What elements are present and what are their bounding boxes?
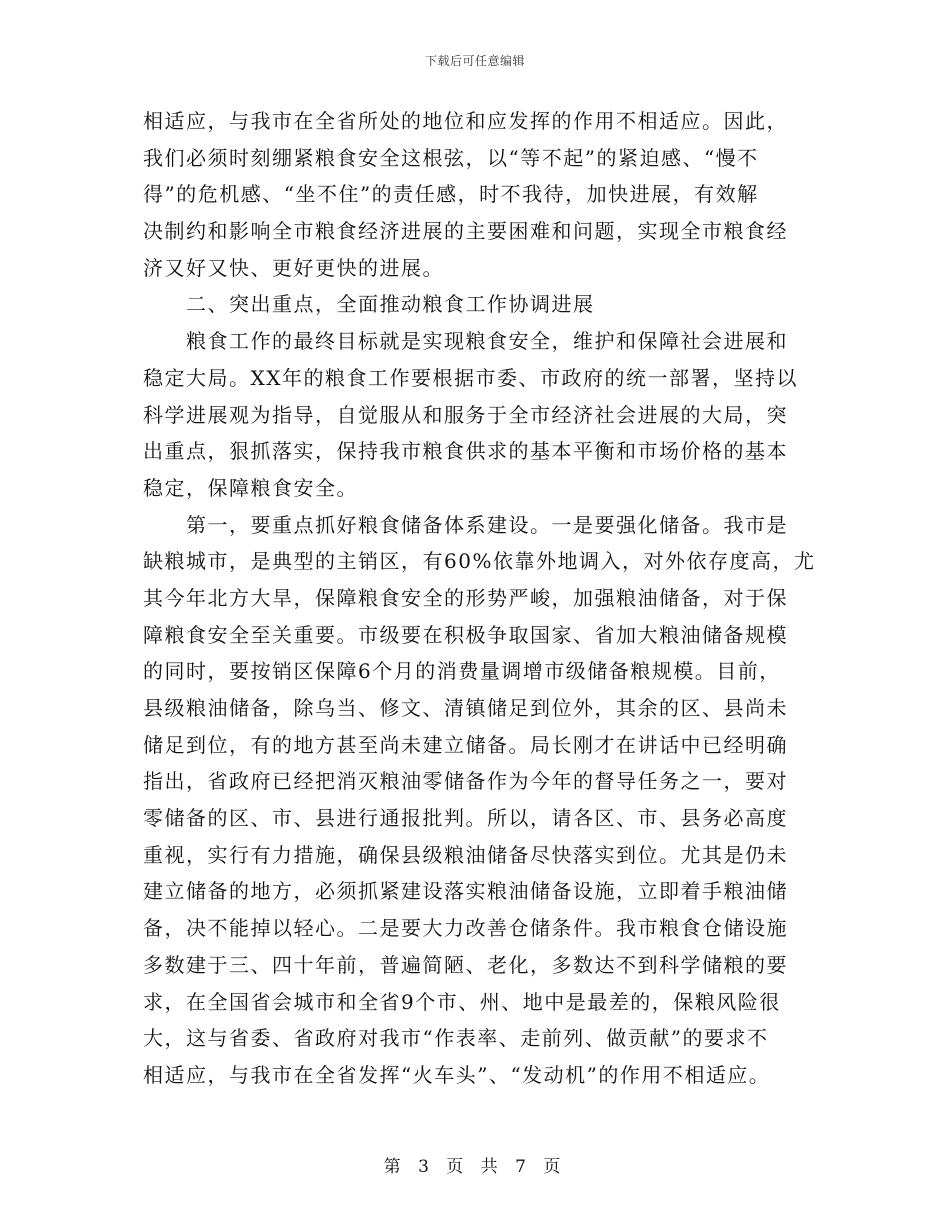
- text-line: 备，决不能掉以轻心。二是要大力改善仓储条件。我市粮食仓储设施: [143, 916, 788, 941]
- text-line: 障粮食安全至关重要。市级要在积极争取国家、省加大粮油储备规模: [143, 622, 788, 647]
- text-line: 多数建于三、四十年前，普遍简陋、老化，多数达不到科学储粮的要: [143, 952, 788, 977]
- text-line: 缺粮城市，是典型的主销区，有60%依靠外地调入，对外依存度高，尤: [143, 549, 816, 574]
- text-line: 得”的危机感、“坐不住”的责任感，时不我待，加快进展，有效解: [143, 182, 759, 207]
- paragraph-start: 第一，要重点抓好粮食储备体系建设。一是要强化储备。我市是: [186, 512, 788, 537]
- text-line: 的同时，要按销区保障6个月的消费量调增市级储备粮规模。目前，: [143, 659, 781, 684]
- text-line: 其今年北方大旱，保障粮食安全的形势严峻，加强粮油储备，对于保: [143, 585, 788, 610]
- page-footer: 第 3 页 共 7 页: [383, 1157, 567, 1177]
- text-line: 我们必须时刻绷紧粮食安全这根弦，以“等不起”的紧迫感、“慢不: [143, 145, 759, 170]
- text-line: 建立储备的地方，必须抓紧建设落实粮油储备设施，立即着手粮油储: [143, 879, 788, 904]
- page-header: 下载后可任意编辑: [424, 54, 525, 68]
- section-heading: 二、突出重点，全面推动粮食工作协调进展: [186, 292, 595, 317]
- text-line: 大，这与省委、省政府对我市“作表率、走前列、做贡献”的要求不: [143, 1026, 769, 1051]
- text-line: 科学进展观为指导，自觉服从和服务于全市经济社会进展的大局，突: [143, 402, 788, 427]
- text-line: 储足到位，有的地方甚至尚未建立储备。局长刚才在讲话中已经明确: [143, 732, 788, 757]
- text-line: 县级粮油储备，除乌当、修文、清镇储足到位外，其余的区、县尚未: [143, 696, 788, 720]
- text-line: 稳定大局。XX年的粮食工作要根据市委、市政府的统一部署，坚持以: [143, 365, 798, 390]
- text-line: 济又好又快、更好更快的进展。: [143, 255, 444, 280]
- paragraph-start: 粮食工作的最终目标就是实现粮食安全，维护和保障社会进展和: [186, 329, 788, 354]
- document-body: [143, 103, 816, 1094]
- text-line: 指出，省政府已经把消灭粮油零储备作为今年的督导任务之一，要对: [143, 769, 788, 794]
- text-line: 相适应，与我市在全省所处的地位和应发挥的作用不相适应。因此，: [143, 109, 788, 133]
- text-line: 重视，实行有力措施，确保县级粮油储备尽快落实到位。尤其是仍未: [143, 842, 788, 867]
- text-line: 求，在全国省会城市和全省9个市、州、地中是最差的，保粮风险很: [143, 989, 781, 1014]
- text-line: 相适应，与我市在全省发挥“火车头”、“发动机”的作用不相适应。: [143, 1062, 771, 1087]
- text-line: 零储备的区、市、县进行通报批判。所以，请各区、市、县务必高度: [143, 806, 788, 831]
- text-line: 出重点，狠抓落实，保持我市粮食供求的基本平衡和市场价格的基本: [143, 439, 788, 464]
- text-line: 决制约和影响全市粮食经济进展的主要困难和问题，实现全市粮食经: [143, 219, 788, 244]
- text-line: 稳定，保障粮食安全。: [143, 475, 358, 500]
